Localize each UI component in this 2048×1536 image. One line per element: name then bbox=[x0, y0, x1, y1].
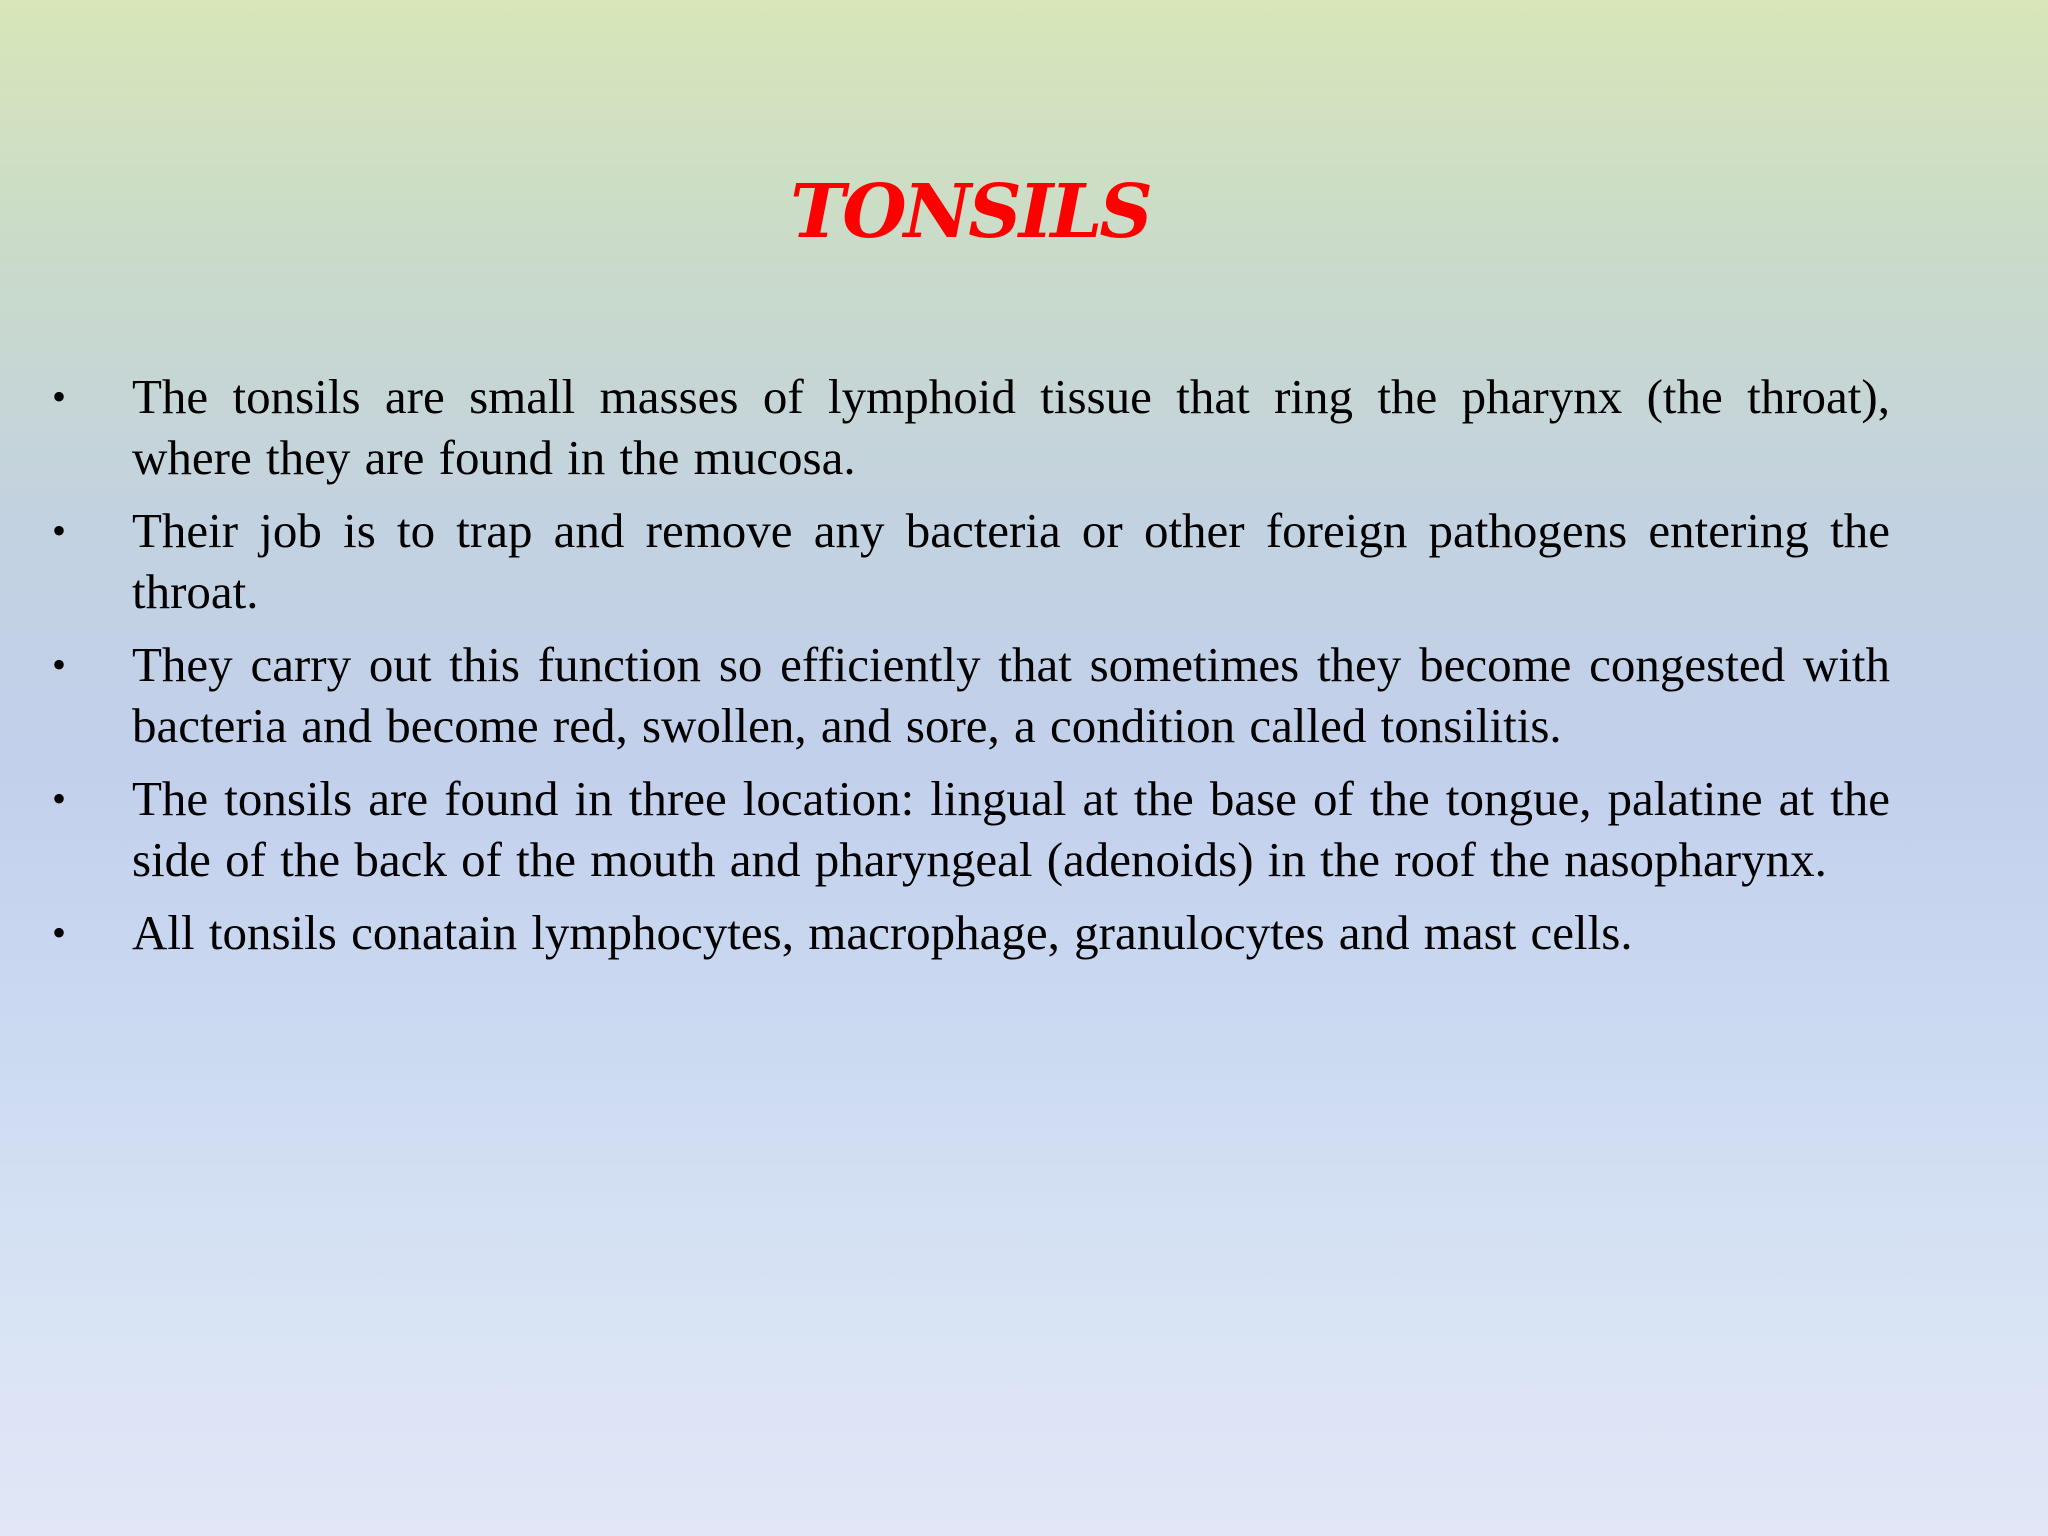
bullet-text: Their job is to trap and remove any bacteria or other foreign pathogens entering the throat. bbox=[132, 503, 1890, 619]
bullet-icon: • bbox=[52, 508, 67, 553]
slide-title: TONSILS bbox=[790, 169, 1150, 255]
bullet-item bbox=[46, 634, 1890, 756]
bullet-text: All tonsils conatain lymphocytes, macrophage, granulocytes and mast cells. bbox=[132, 905, 1633, 960]
bullet-icon: • bbox=[52, 776, 67, 821]
bullet-text: The tonsils are found in three location: lingual at the base of the tongue, palatine at the side of the back of the mouth and pharyngeal (adenoids) in the roof the nasopharynx. bbox=[132, 771, 1890, 887]
bullet-item bbox=[46, 366, 1890, 488]
bullet-item bbox=[46, 902, 1890, 963]
bullet-item bbox=[46, 500, 1890, 622]
bullet-text: They carry out this function so efficiently that sometimes they become congested with bacteria and become red, swollen, and sore, a condition called tonsilitis. bbox=[132, 637, 1890, 753]
bullet-icon: • bbox=[52, 374, 67, 419]
bullet-icon: • bbox=[52, 642, 67, 687]
bullet-list bbox=[46, 366, 1890, 975]
bullet-icon: • bbox=[52, 910, 67, 955]
bullet-item bbox=[46, 768, 1890, 890]
bullet-text: The tonsils are small masses of lymphoid tissue that ring the pharynx (the throat), where they are found in the mucosa. bbox=[132, 369, 1890, 485]
